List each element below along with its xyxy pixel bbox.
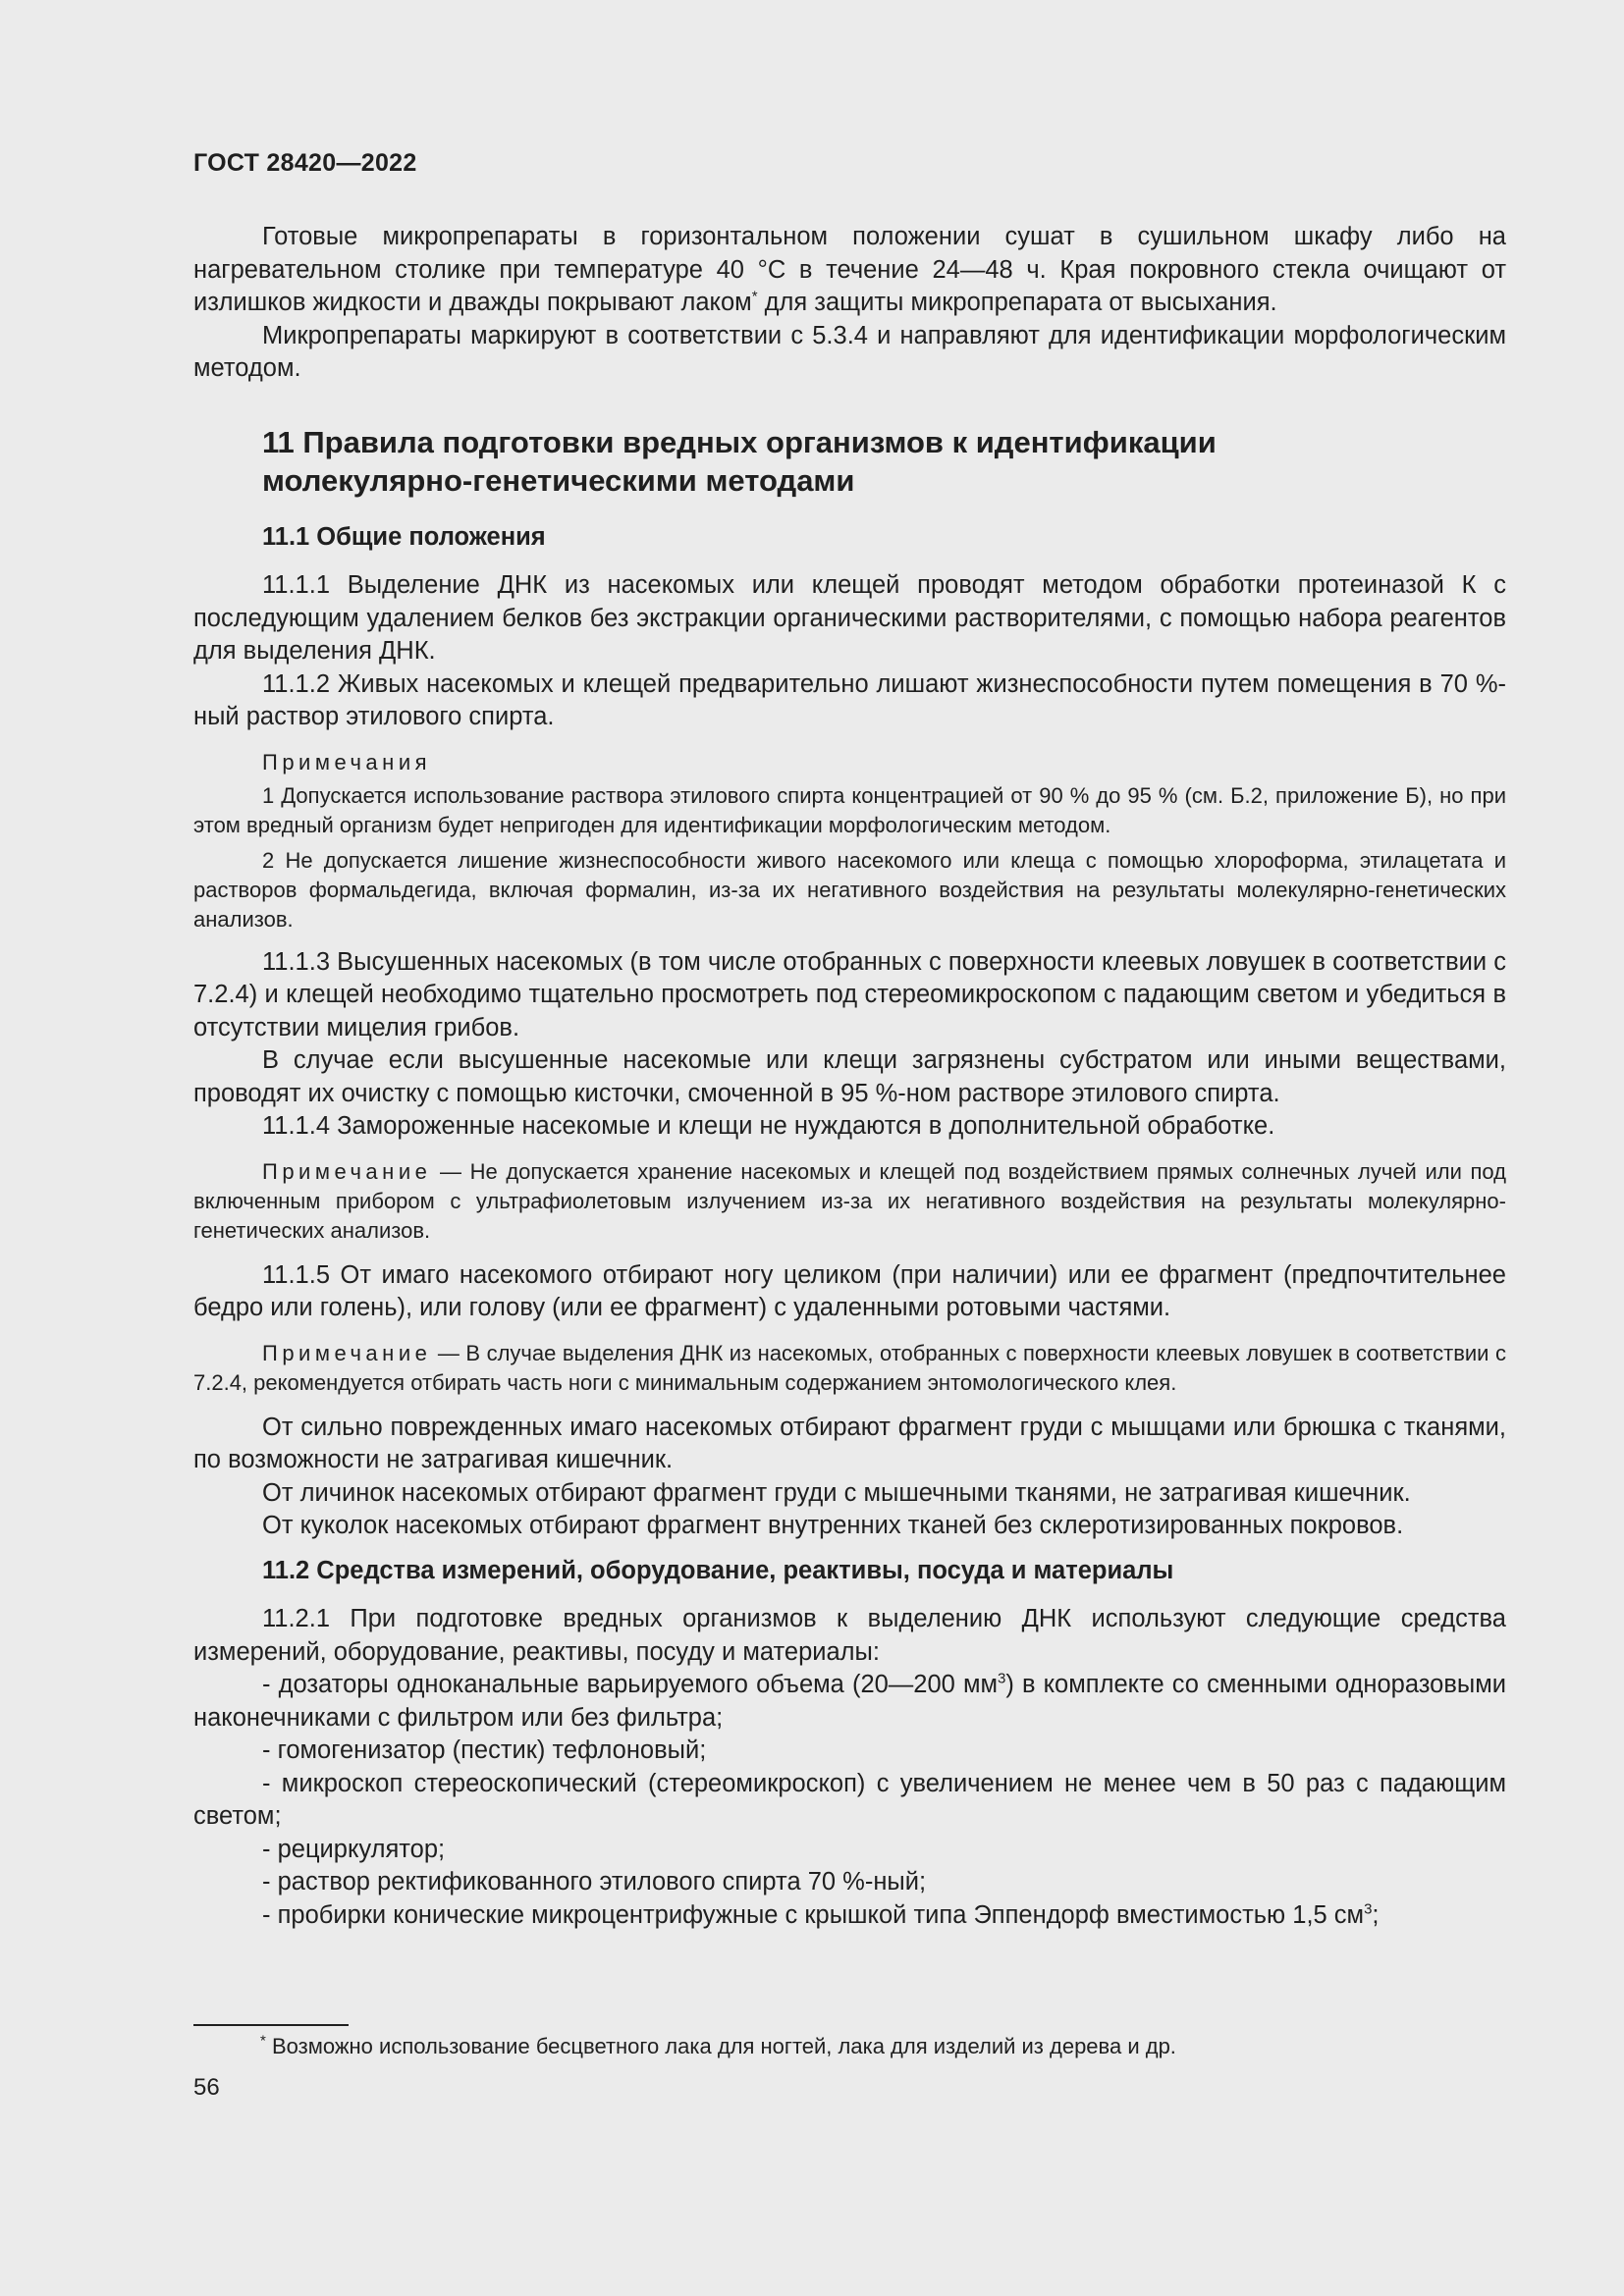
paragraph-11-2-1: 11.2.1 При подготовке вредных организмов к выделению ДНК используют следующие средства измерений, оборудование, реактивы, посуду и материалы: [193,1605,1506,1666]
footnote [260,2032,1507,2061]
list-item-text-end: ) в комплекте со сменными одноразовыми наконечниками с фильтром или без фильтра; [193,1671,1506,1732]
note-glue-traps [193,1339,1506,1398]
list-item-microscope: - микроскоп стереоскопический (стереомикроскоп) с увеличением не менее чем в 50 раз с падающим светом; [193,1769,1506,1830]
superscript: 3 [1364,1900,1373,1917]
list-item-text: - пробирки конические микроцентрифужные с крышкой типа Эппендорф вместимостью 1,5 см [262,1900,1365,1929]
paragraph-11-1-1: 11.1.1 Выделение ДНК из насекомых или клещей проводят методом обработки протеиназой К с последующим удалением белков без экстракции органическими растворителями, с помощью набора реагентов для выделения ДНК. [193,571,1506,665]
list-item-tubes [193,1899,1506,1933]
intro-paragraph-2: Микропрепараты маркируют в соответствии с 5.3.4 и направляют для идентификации морфологическим методом. [193,321,1506,382]
paragraph-11-1-3: 11.1.3 Высушенных насекомых (в том числе отобранных с поверхности клеевых ловушек в соответствии с 7.2.4) и клещей необходимо тщательно просмотреть под стереомикроскопом с падающим светом и убедиться в отсутствии мицелия грибов. [193,947,1506,1041]
list-item-homogenizer: - гомогенизатор (пестик) тефлоновый; [262,1736,707,1764]
subsection-11-1-title: 11.1 Общие положения [262,522,546,551]
document-code-header: ГОСТ 28420—2022 [193,149,417,177]
note-1: 1 Допускается использование раствора этилового спирта концентрацией от 90 % до 95 % (см. Б.2, приложение Б), но при этом вредный организм будет непригоден для идентификации морфологическим методом. [193,782,1506,837]
intro-paragraph-1 [193,221,1506,320]
list-item-dispensers [193,1669,1506,1735]
note-storage-text: — Не допускается хранение насекомых и клещей под воздействием прямых солнечных лучей или под включенным прибором с ультрафиолетовым излучением из-за их негативного воздействия на результаты молекулярно-генетических анализов. [193,1158,1506,1243]
note-label: Примечание [262,1340,432,1365]
paragraph-damaged-imago: От сильно поврежденных имаго насекомых отбирают фрагмент груди с мышцами или брюшка с тканями, по возможности не затрагивая кишечник. [193,1413,1506,1473]
paragraph-11-1-4: 11.1.4 Замороженные насекомые и клещи не нуждаются в дополнительной обработке. [262,1112,1275,1140]
paragraph-11-1-3-cleaning: В случае если высушенные насекомые или клещи загрязнены субстратом или иными веществами, проводят их очистку с помощью кисточки, смоченной в 95 %-ном растворе этилового спирта. [193,1046,1506,1107]
list-item-ethanol: - раствор ректификованного этилового спирта 70 %-ный; [262,1868,927,1896]
list-item-text: - дозаторы одноканальные варьируемого объема (20—200 мм [262,1671,999,1698]
notes-heading: Примечания [262,749,432,774]
section-11-title: 11 Правила подготовки вредных организмов к идентификации молекулярно-генетическими методами [262,424,1217,498]
subsection-11-2-title: 11.2 Средства измерений, оборудование, реактивы, посуда и материалы [262,1556,1174,1584]
page-content [193,221,1506,1932]
note-glue-traps-text: — В случае выделения ДНК из насекомых, отобранных с поверхности клеевых ловушек в соответствии с 7.2.4, рекомендуется отбирать часть ноги с минимальным содержанием энтомологического клея. [193,1340,1506,1395]
list-item-recirculator: - рециркулятор; [262,1835,446,1863]
note-2: 2 Не допускается лишение жизнеспособности живого насекомого или клеща с помощью хлороформа, этилацетата и растворов формальдегида, включая формалин, из-за их негативного воздействия на результаты молекулярно-генетических анализов. [193,847,1506,932]
note-storage [193,1157,1506,1246]
footnote-text: Возможно использование бесцветного лака для ногтей, лака для изделий из дерева и др. [265,2034,1176,2058]
footnote-reference: * [751,288,758,305]
paragraph-larvae: От личинок насекомых отбирают фрагмент груди с мышечными тканями, не затрагивая кишечник. [262,1478,1411,1507]
paragraph-11-1-2: 11.1.2 Живых насекомых и клещей предварительно лишают жизнеспособности путем помещения в 70 %-ный раствор этилового спирта. [193,669,1506,730]
footnote-mark: * [260,2032,266,2050]
list-item-text-end: ; [1372,1900,1380,1929]
note-label: Примечание [262,1158,432,1184]
intro-text-end: для защиты микропрепарата от высыхания. [757,289,1277,316]
intro-text: Готовые микропрепараты в горизонтальном положении сушат в сушильном шкафу либо на нагревательном столике при температуре 40 °С в течение 24—48 ч. Края покровного стекла очищают от излишков жидкости и дважды покрывают лаком [193,223,1506,316]
footnote-separator [193,2024,349,2026]
superscript: 3 [998,1670,1006,1687]
page-number: 56 [193,2074,220,2101]
paragraph-11-1-5: 11.1.5 От имаго насекомого отбирают ногу целиком (при наличии) или ее фрагмент (предпочтительнее бедро или голень), или голову (или ее фрагмент) с удаленными ротовыми частями. [193,1260,1506,1321]
paragraph-pupae: От куколок насекомых отбирают фрагмент внутренних тканей без склеротизированных покровов. [262,1512,1404,1539]
